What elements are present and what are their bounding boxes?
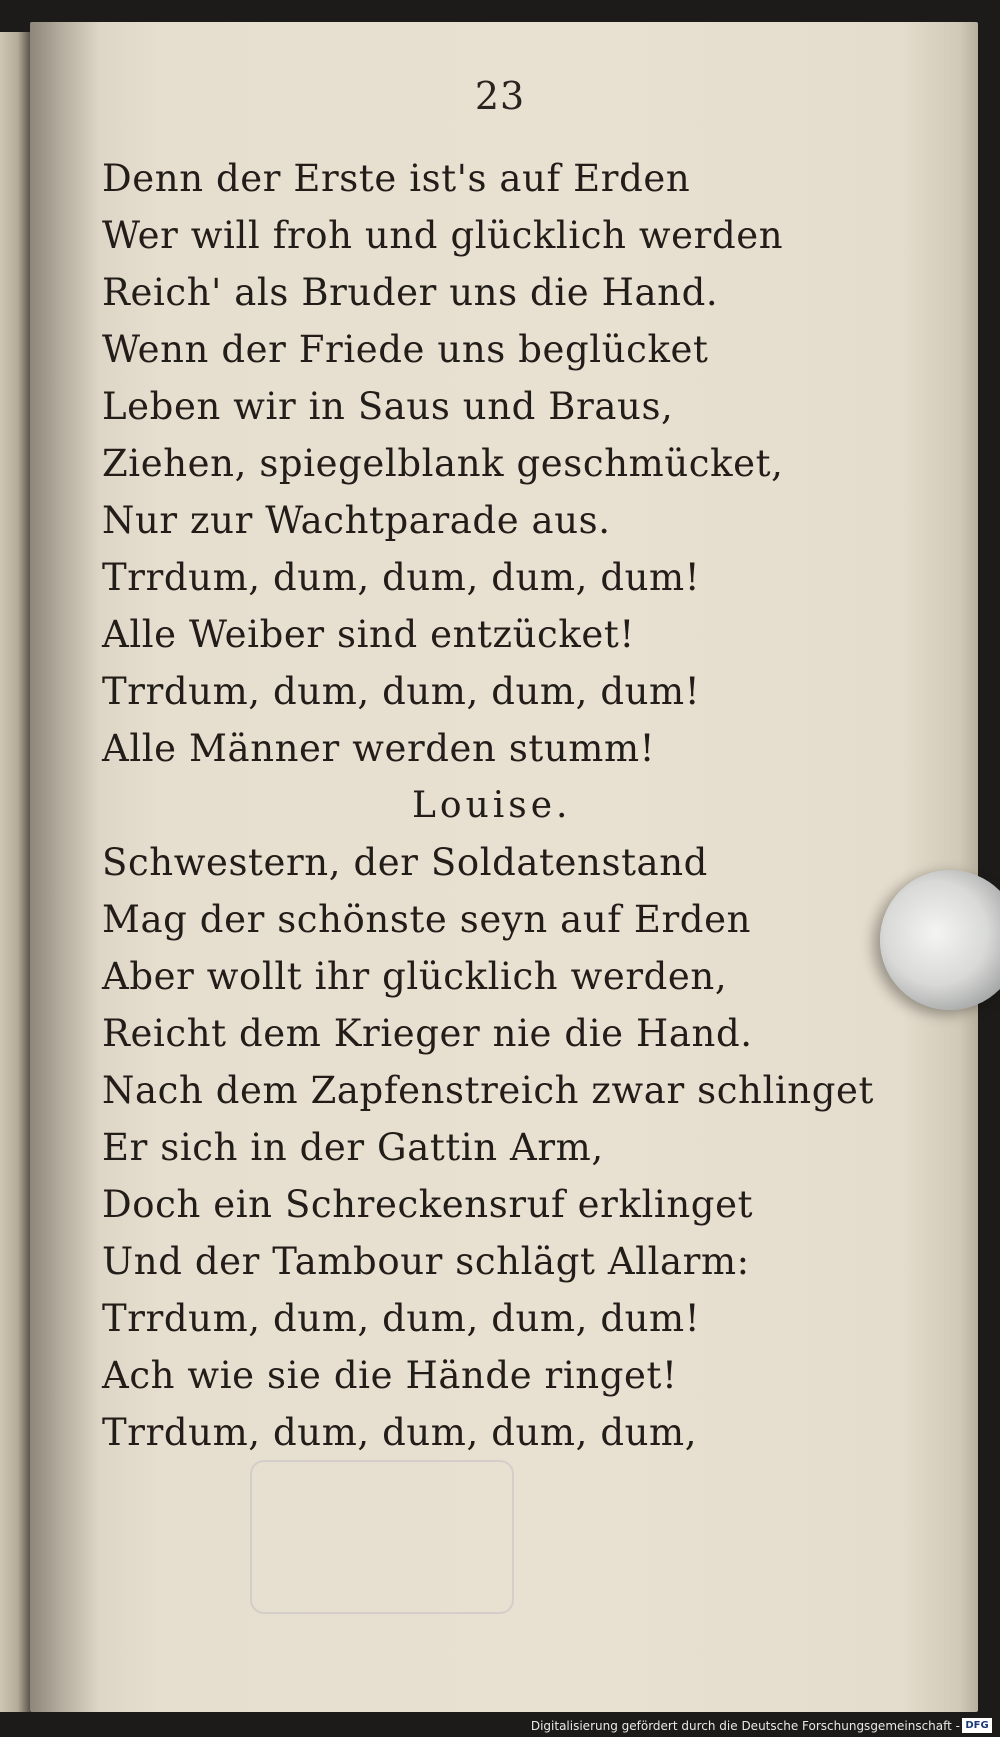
verse-line: Mag der schönste seyn auf Erden [102,898,752,941]
verse-line: Ziehen, spiegelblank geschmücket, [102,442,784,485]
verse-line: Ach wie sie die Hände ringet! [102,1354,678,1397]
verse-line: Reich' als Bruder uns die Hand. [102,271,719,314]
speaker-heading: Louise. [412,785,572,826]
verse-line: Denn der Erste ist's auf Erden [102,157,691,200]
page-number: 23 [474,74,526,118]
verse-line: Aber wollt ihr glücklich werden, [102,955,728,998]
previous-page-edge [0,32,30,1712]
verse-line: Er sich in der Gattin Arm, [102,1126,604,1169]
faint-library-stamp [250,1460,514,1614]
dfg-logo: DFG [962,1718,992,1733]
verse-line: Wenn der Friede uns beglücket [102,328,709,371]
verse-line: Trrdum, dum, dum, dum, dum! [102,1297,701,1340]
verse-line: Leben wir in Saus und Braus, [102,385,674,428]
verse-line: Schwestern, der Soldatenstand [102,841,708,884]
verse-line: Reicht dem Krieger nie die Hand. [102,1012,753,1055]
gutter-shadow [30,22,100,1712]
verse-line: Alle Männer werden stumm! [102,727,656,770]
verse-line: Doch ein Schreckensruf erklinget [102,1183,754,1226]
verse-line: Wer will froh und glücklich werden [102,214,784,257]
verse-line: Alle Weiber sind entzücket! [102,613,635,656]
verse-line: Nur zur Wachtparade aus. [102,499,611,542]
verse-line: Trrdum, dum, dum, dum, dum! [102,670,701,713]
verse-line: Trrdum, dum, dum, dum, dum! [102,556,701,599]
verse-line: Nach dem Zapfenstreich zwar schlinget [102,1069,874,1112]
digitization-credit: Digitalisierung gefördert durch die Deutsche Forschungsgemeinschaft - [530,1719,960,1733]
verse-line: Und der Tambour schlägt Allarm: [102,1240,750,1283]
poem-text [102,150,902,1461]
verse-line: Trrdum, dum, dum, dum, dum, [102,1411,698,1454]
